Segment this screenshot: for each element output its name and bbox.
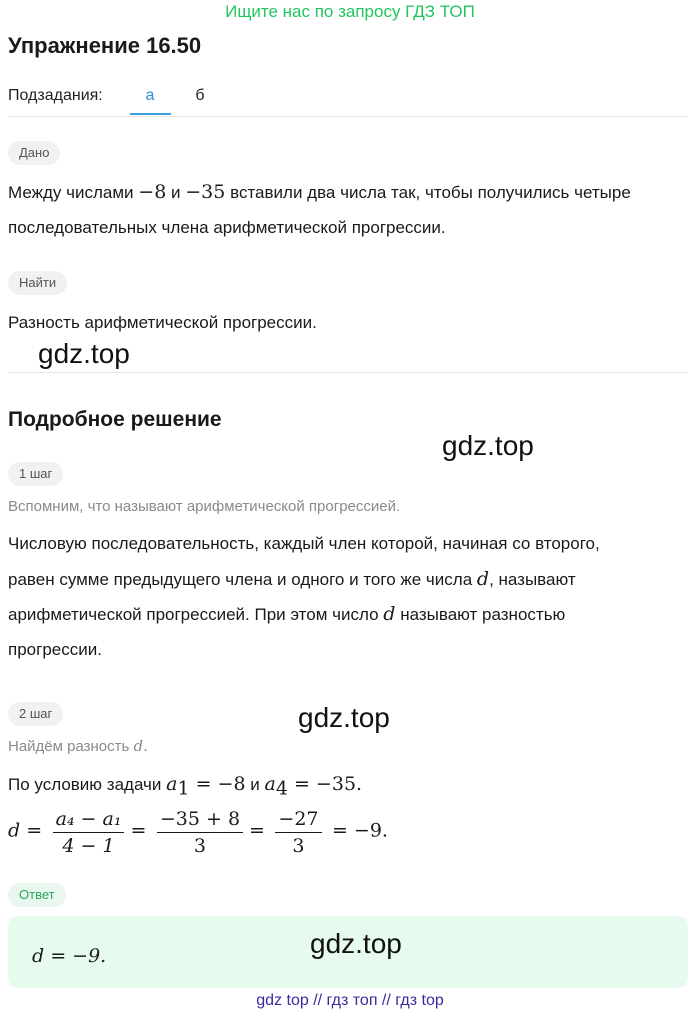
step-1-line-1: Числовую последовательность, каждый член которой, начиная со второго,: [8, 534, 600, 553]
fraction: $\frac{\text{a₄ − a₁}}{4 - 1}$: [53, 806, 125, 859]
active-tab-indicator: [130, 113, 171, 115]
step-1-line-2: равен сумме предыдущего члена и одного и того же числа d, называют: [8, 568, 576, 590]
find-text: Разность арифметической прогрессии.: [8, 313, 317, 332]
step-2-chip: 2 шаг: [8, 702, 63, 726]
subtasks-label: Подзадания:: [8, 87, 103, 104]
given-chip: Дано: [8, 141, 60, 165]
step-1-hint: Вспомним, что называют арифметической прогрессией.: [8, 498, 401, 515]
top-banner: Ищите нас по запросу ГДЗ ТОП: [225, 2, 475, 21]
find-chip: Найти: [8, 271, 67, 295]
answer-text: d = −9.: [32, 945, 107, 967]
fraction: $\frac{-35 + 8}{3}$: [157, 806, 243, 859]
step-2-condition: По условию задачи $a_1 = -8$ и $a_4 = -35$.: [8, 773, 363, 800]
watermark: gdz.top: [298, 702, 390, 733]
answer-chip: Ответ: [8, 883, 66, 907]
tab-a[interactable]: а: [145, 87, 155, 104]
given-line-2: последовательных члена арифметической прогрессии.: [8, 218, 446, 237]
given-line-1: Между числами −8 и −35 вставили два числа так, чтобы получились четыре: [8, 181, 631, 203]
divider: [8, 372, 688, 373]
solution-title: Подробное решение: [8, 408, 222, 431]
divider: [8, 116, 688, 117]
step-2-hint: Найдём разность d.: [8, 737, 148, 755]
tab-b[interactable]: б: [195, 87, 205, 104]
step-1-line-3: арифметической прогрессией. При этом число d называют разностью: [8, 603, 566, 625]
page-title: Упражнение 16.50: [8, 33, 202, 58]
watermark: gdz.top: [442, 430, 534, 461]
watermark: gdz.top: [310, 928, 402, 959]
footer-links[interactable]: gdz top // гдз топ // гдз top: [256, 992, 444, 1009]
step-1-chip: 1 шаг: [8, 462, 63, 486]
watermark: gdz.top: [38, 338, 130, 369]
fraction: $\frac{-27}{3}$: [275, 806, 321, 859]
formula: d = $\frac{\text{a₄ − a₁}}{4 - 1}$ = $\frac{-35 + 8}{3}$ = $\frac{-27}{3}$ = −9.: [8, 808, 388, 857]
step-1-line-4: прогрессии.: [8, 640, 102, 659]
